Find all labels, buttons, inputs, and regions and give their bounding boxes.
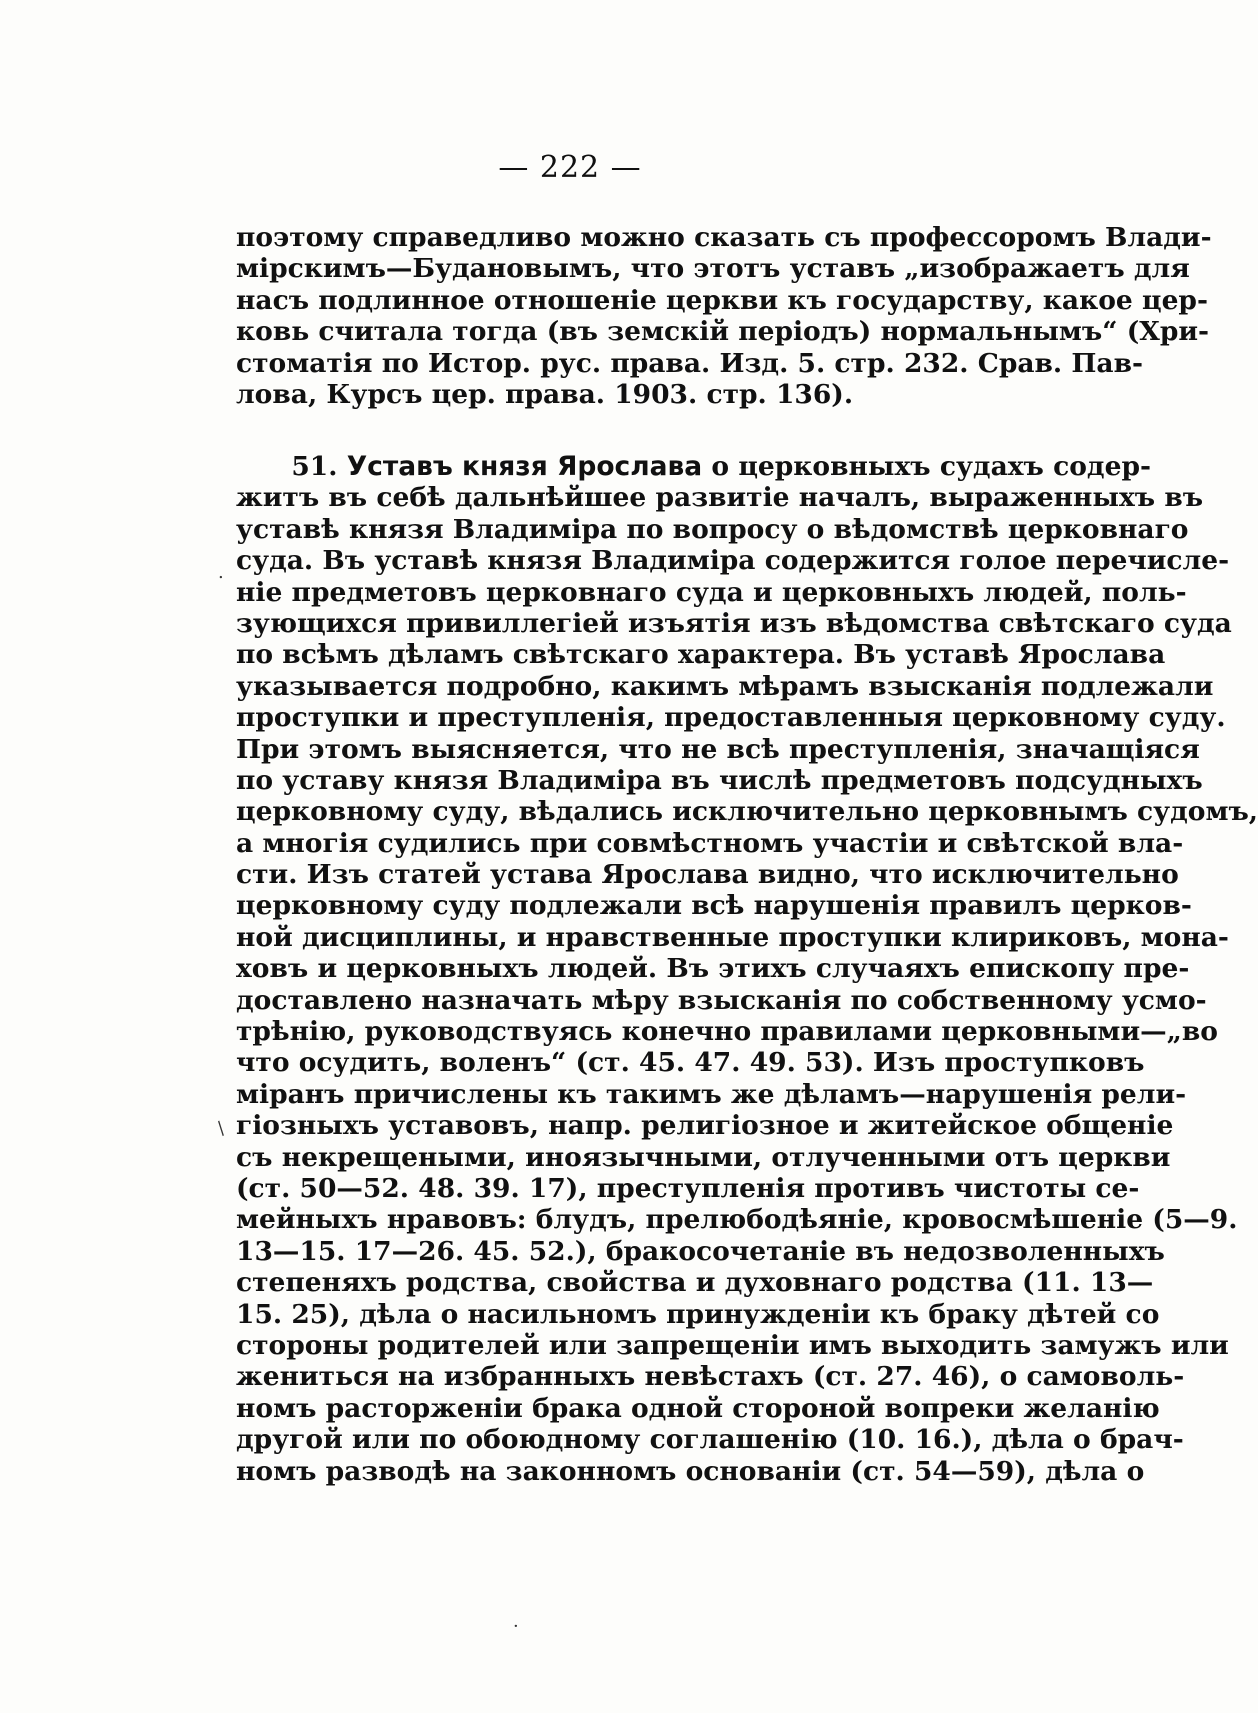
text-line: 15. 25), дѣла о насильномъ принужденіи къ браку дѣтей со xyxy=(236,1298,1160,1330)
text-line: а многія судились при совмѣстномъ участіи и свѣтской вла- xyxy=(236,827,1184,859)
text-line: номъ расторженіи брака одной стороной вопреки желанію xyxy=(236,1392,1160,1424)
text-line: уставѣ князя Владиміра по вопросу о вѣдомствѣ церковнаго xyxy=(236,513,1189,545)
text-line: лова, Курсъ цер. права. 1903. стр. 136). xyxy=(236,378,854,410)
text-line: церковному суду подлежали всѣ нарушенія правилъ церков- xyxy=(236,890,1192,922)
margin-dot-mark: . xyxy=(218,562,224,583)
paragraph-number: 51. xyxy=(291,451,338,482)
text-line: проступки и преступленія, предоставленныя церковному суду. xyxy=(236,702,1226,734)
text-line: ной дисциплины, и нравственные проступки клириковъ, мона- xyxy=(236,921,1229,953)
text-line: указывается подробно, какимъ мѣрамъ взысканія подлежали xyxy=(236,670,1214,702)
text-line: 13—15. 17—26. 45. 52.), бракосочетаніе въ недозволенныхъ xyxy=(236,1235,1165,1267)
text-line: поэтому справедливо можно сказать съ профессоромъ Влади- xyxy=(236,222,1212,253)
text-line: При этомъ выясняется, что не всѣ преступленія, значащіяся xyxy=(236,733,1200,765)
text-line: зующихся привиллегіей изъятія изъ вѣдомства свѣтскаго суда xyxy=(236,607,1232,639)
text-line: стороны родителей или запрещеніи имъ выходить замужъ или xyxy=(236,1329,1229,1361)
text-line: міранъ причислены къ такимъ же дѣламъ—нарушенія рели- xyxy=(236,1078,1187,1110)
text-line: (ст. 50—52. 48. 39. 17), преступленія противъ чистоты се- xyxy=(236,1172,1140,1204)
text-line: насъ подлинное отношеніе церкви къ государству, какое цер- xyxy=(236,284,1208,316)
paragraph-first-line xyxy=(236,451,1151,482)
margin-dot-mark: · xyxy=(513,1616,519,1637)
text-line: по уставу князя Владиміра въ числѣ предметовъ подсудныхъ xyxy=(236,764,1203,796)
text-line: житъ въ себѣ дальнѣйшее развитіе началъ, выраженныхъ въ xyxy=(236,482,1204,514)
paragraph-51 xyxy=(236,451,1258,1487)
text-line: по всѣмъ дѣламъ свѣтскаго характера. Въ уставѣ Ярослава xyxy=(236,639,1166,671)
text-line: суда. Въ уставѣ князя Владиміра содержится голое перечисле- xyxy=(236,545,1230,577)
text-line: съ некрещеными, иноязычными, отлученными отъ церкви xyxy=(236,1141,1171,1173)
text-line: жениться на избранныхъ невѣстахъ (ст. 27. 46), о самоволь- xyxy=(236,1361,1185,1393)
text-line: сти. Изъ статей устава Ярослава видно, что исключительно xyxy=(236,859,1179,891)
text-line: что осудить, воленъ“ (ст. 45. 47. 49. 53). Изъ проступковъ xyxy=(236,1047,1145,1079)
text-line: степеняхъ родства, свойства и духовнаго родства (11. 13— xyxy=(236,1267,1154,1299)
text-line: гіозныхъ уставовъ, напр. религіозное и житейское общеніе xyxy=(236,1110,1174,1142)
text-line: мірскимъ—Будановымъ, что этотъ уставъ „изображаетъ для xyxy=(236,253,1190,285)
page-number: — 222 — xyxy=(498,150,642,185)
text-line: ніе предметовъ церковнаго суда и церковныхъ людей, поль- xyxy=(236,576,1187,608)
text-line: ховъ и церковныхъ людей. Въ этихъ случаяхъ епископу пре- xyxy=(236,953,1190,985)
text-line: номъ разводѣ на законномъ основаніи (ст. 54—59), дѣла о xyxy=(236,1455,1145,1487)
text-line: другой или по обоюдному соглашенію (10. 16.), дѣла о брач- xyxy=(236,1424,1184,1456)
text-line: стоматія по Истор. рус. права. Изд. 5. стр. 232. Срав. Пав- xyxy=(236,347,1143,379)
text-line: трѣнію, руководствуясь конечно правилами церковными—„во xyxy=(236,1016,1218,1048)
paragraph-first-line-rest: о церковныхъ судахъ содер- xyxy=(711,451,1151,482)
text-line: доставлено назначать мѣру взысканія по собственному усмо- xyxy=(236,984,1207,1016)
paragraph-continued xyxy=(236,222,1212,410)
text-line: ковь считала тогда (въ земскій періодъ) нормальнымъ“ (Хри- xyxy=(236,316,1210,348)
text-line: мейныхъ нравовъ: блудъ, прелюбодѣяніе, кровосмѣшеніе (5—9. xyxy=(236,1204,1238,1236)
margin-tick-mark: / xyxy=(212,1118,230,1139)
paragraph-heading: Уставъ князя Ярослава xyxy=(346,451,703,482)
text-line: церковному суду, вѣдались исключительно церковнымъ судомъ, xyxy=(236,796,1258,828)
